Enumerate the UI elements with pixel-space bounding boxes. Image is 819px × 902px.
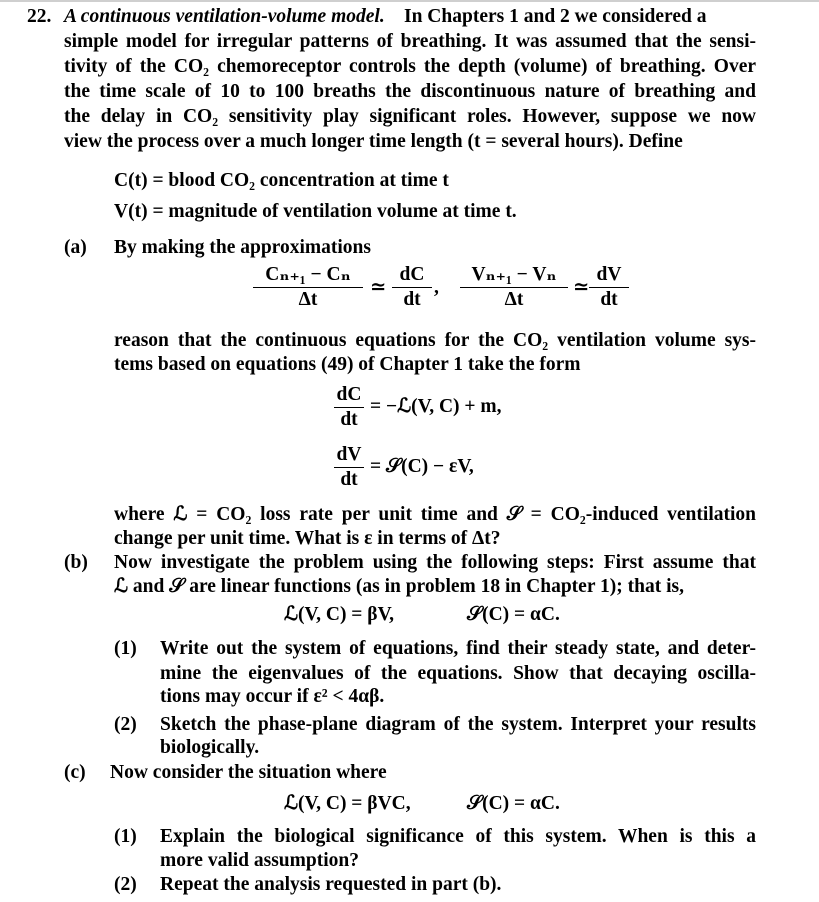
eq1-derivative [334, 384, 364, 431]
part-c-item-2-label: (2) [114, 874, 137, 895]
fraction-bar [589, 287, 629, 288]
part-b-item-1-line-3: tions may occur if ε² < 4αβ. [160, 686, 385, 707]
approx-frac-1-num: Cₙ₊₁ − Cₙ [265, 264, 351, 285]
part-c-item-1-line-2: more valid assumption? [160, 850, 359, 871]
eq1-rhs: = −ℒ(V, C) + m, [370, 396, 502, 417]
part-c-item-1-label: (1) [114, 826, 137, 847]
fraction-bar [334, 467, 364, 468]
approx-comma: , [434, 277, 439, 298]
part-c-lead: Now consider the situation where [110, 762, 387, 783]
approx-frac-2 [392, 264, 432, 311]
approx-symbol-1: ≃ [370, 277, 387, 298]
part-a-label: (a) [64, 237, 87, 258]
intro-line-6: view the process over a much longer time length (t = several hours). Define [64, 131, 683, 152]
part-b-item-2-label: (2) [114, 714, 137, 735]
approx-frac-4 [589, 264, 629, 311]
part-b-eq-left: ℒ(V, C) = βV, [284, 604, 395, 625]
fraction-bar [334, 407, 364, 408]
definition-c: C(t) = blood CO₂ concentration at time t [114, 170, 449, 191]
eq2-rhs: = 𝒮(C) − εV, [370, 456, 474, 477]
part-b-item-1-line-1: Write out the system of equations, find their steady state, and deter- [160, 638, 756, 659]
part-c-eq-right: 𝒮(C) = αC. [467, 793, 560, 814]
approx-frac-4-den: dt [600, 289, 618, 310]
intro-line-3: tivity of the CO₂ chemoreceptor controls the depth (volume) of breathing. Over [64, 56, 756, 77]
part-c-item-2-line-1: Repeat the analysis requested in part (b). [160, 874, 502, 895]
intro-line-4: the time scale of 10 to 100 breaths the discontinuous nature of breathing and [64, 81, 756, 102]
fraction-bar [253, 287, 363, 288]
eq1-den: dt [340, 409, 358, 430]
part-b-line-1: Now investigate the problem using the following steps: First assume that [114, 552, 756, 573]
intro-line-2: simple model for irregular patterns of breathing. It was assumed that the sensi- [64, 31, 756, 52]
where-line-1: where ℒ = CO₂ loss rate per unit time and 𝒮 = CO₂-induced ventilation [114, 504, 756, 525]
part-c-eq-left: ℒ(V, C) = βVC, [284, 793, 411, 814]
intro-line-5: the delay in CO₂ sensitivity play significant roles. However, suppose we now [64, 106, 756, 127]
part-c-item-1-line-1: Explain the biological significance of this system. When is this a [160, 826, 756, 847]
reason-line-2: tems based on equations (49) of Chapter 1 take the form [114, 354, 581, 375]
fraction-bar [392, 287, 432, 288]
part-b-line-2: ℒ and 𝒮 are linear functions (as in problem 18 in Chapter 1); that is, [114, 576, 684, 597]
part-b-label: (b) [64, 552, 88, 573]
reason-line-1: reason that the continuous equations for the CO₂ ventilation volume sys- [114, 330, 756, 351]
part-c-label: (c) [64, 762, 86, 783]
approx-frac-3-den: Δt [504, 289, 524, 310]
problem-title: A continuous ventilation-volume model. [64, 6, 385, 27]
problem-number: 22. [27, 6, 52, 27]
eq1-num: dC [336, 384, 362, 405]
approx-frac-4-num: dV [596, 264, 622, 285]
part-b-item-1-label: (1) [114, 638, 137, 659]
eq2-den: dt [340, 469, 358, 490]
part-b-item-2-line-1: Sketch the phase-plane diagram of the system. Interpret your results [160, 714, 756, 735]
approx-frac-2-num: dC [399, 264, 425, 285]
approx-frac-1-den: Δt [298, 289, 318, 310]
part-b-eq-right: 𝒮(C) = αC. [467, 604, 560, 625]
eq2-derivative [334, 444, 364, 491]
part-b-item-2-line-2: biologically. [160, 737, 260, 758]
approx-symbol-2: ≃ [573, 277, 590, 298]
intro-line-1: In Chapters 1 and 2 we considered a [404, 6, 707, 27]
approx-frac-3 [460, 264, 568, 311]
approx-frac-2-den: dt [403, 289, 421, 310]
part-a-lead: By making the approximations [114, 237, 371, 258]
approx-frac-3-num: Vₙ₊₁ − Vₙ [471, 264, 557, 285]
top-border [0, 0, 819, 2]
eq2-num: dV [336, 444, 362, 465]
definition-v: V(t) = magnitude of ventilation volume at time t. [114, 201, 517, 222]
fraction-bar [460, 287, 568, 288]
part-b-item-1-line-2: mine the eigenvalues of the equations. Show that decaying oscilla- [160, 663, 756, 684]
approx-frac-1 [253, 264, 363, 311]
where-line-2: change per unit time. What is ε in terms of Δt? [114, 528, 501, 549]
